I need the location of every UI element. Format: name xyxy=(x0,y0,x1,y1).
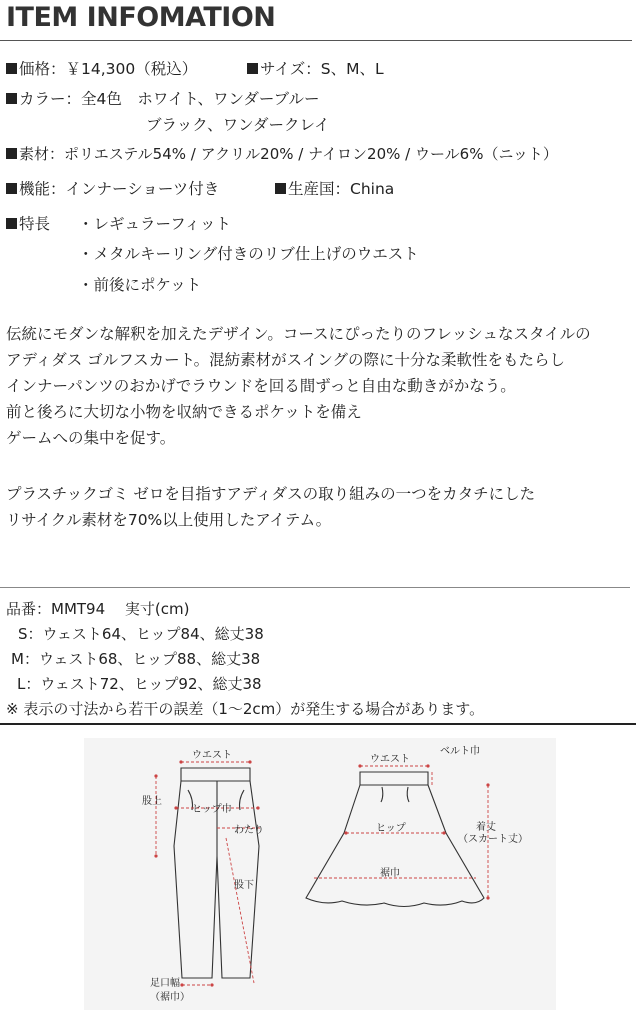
bullet-square-icon xyxy=(6,63,17,74)
price-value: ￥14,300（税込） xyxy=(65,60,198,78)
diagram-pants-inseam-label: 股下 xyxy=(234,880,254,891)
material-label: 素材： xyxy=(19,145,65,163)
diagram-pants-thigh-label: わたり xyxy=(234,825,264,836)
diagram-pants-waist-label: ウエスト xyxy=(192,750,232,761)
description-line: インナーパンツのおかげでラウンドを回る間ずっと自由な動きがかなう。 xyxy=(6,377,516,395)
origin-row xyxy=(275,177,394,199)
title-divider xyxy=(0,40,632,41)
bullet-square-icon xyxy=(6,148,17,159)
feature-item: ・レギュラーフィット xyxy=(78,215,231,233)
bullet-square-icon xyxy=(247,63,258,74)
size-row xyxy=(247,57,384,79)
diagram-pants-hip-label: ヒップ巾 xyxy=(192,804,232,815)
bullet-square-icon xyxy=(275,183,286,194)
diagram-skirt-hem-label: 裾巾 xyxy=(380,868,400,879)
sizing-divider xyxy=(0,723,636,725)
origin-label: 生産国： xyxy=(288,180,351,198)
page-title: ITEM INFOMATION xyxy=(6,2,276,33)
function-row xyxy=(6,177,219,199)
description-line: リサイクル素材を70%以上使用したアイテム。 xyxy=(6,511,332,529)
diagram-skirt-length-label: 着丈 xyxy=(476,822,496,833)
feature-item: ・メタルキーリング付きのリブ仕上げのウエスト xyxy=(78,245,419,263)
diagram-skirt-hip-label: ヒップ xyxy=(376,823,406,834)
description-recycled xyxy=(6,481,535,533)
function-value: インナーショーツ付き xyxy=(65,180,220,198)
sizing-header: 品番：MMT94 実寸(cm) xyxy=(6,600,190,618)
bullet-square-icon xyxy=(6,218,17,229)
measurement-diagram-svg xyxy=(84,738,556,1010)
description-line: ゲームへの集中を促す。 xyxy=(6,429,176,447)
description-line: 前と後ろに大切な小物を収納できるポケットを備え xyxy=(6,403,362,421)
price-row xyxy=(6,57,197,79)
color-label: カラー： xyxy=(19,90,82,108)
description-line: プラスチックゴミ ゼロを目指すアディダスの取り組みの一つをカタチにした xyxy=(6,485,536,503)
diagram-skirt-length-sub-label: （スカート丈） xyxy=(458,834,528,845)
description xyxy=(6,321,591,451)
features-label: 特長 xyxy=(19,215,51,233)
price-label: 価格： xyxy=(19,60,66,78)
diagram-pants-hem-sub-label: （裾巾） xyxy=(150,992,190,1003)
diagram-skirt-waist-label: ウエスト xyxy=(370,754,410,765)
features-label-row xyxy=(6,212,50,234)
size-label: サイズ： xyxy=(260,60,321,78)
material-row xyxy=(6,143,558,164)
material-value: ポリエステル54% / アクリル20% / ナイロン20% / ウール6%（ニット） xyxy=(64,145,558,163)
color-value-continued: ブラック、ワンダークレイ xyxy=(146,116,330,134)
size-row-m: M：ウェスト68、ヒップ88、総丈38 xyxy=(11,650,261,668)
bullet-square-icon xyxy=(6,183,17,194)
description-line: アディダス ゴルフスカート。混紡素材がスイングの際に十分な柔軟性をもたらし xyxy=(6,351,566,369)
function-label: 機能： xyxy=(19,180,66,198)
color-value: 全4色 ホワイト、ワンダーブルー xyxy=(81,90,320,108)
diagram-skirt-belt-label: ベルト巾 xyxy=(440,746,480,757)
bullet-square-icon xyxy=(6,93,17,104)
color-row xyxy=(6,87,320,109)
origin-value: China xyxy=(350,180,395,198)
measurement-diagram xyxy=(84,738,556,1010)
diagram-pants-hem-label: 足口幅 xyxy=(150,978,180,989)
size-value: S、M、L xyxy=(320,60,384,78)
section-divider xyxy=(0,587,630,588)
size-row-l: L：ウェスト72、ヒップ92、総丈38 xyxy=(17,675,262,693)
sizing-note: ※ 表示の寸法から若干の誤差（1〜2cm）が発生する場合があります。 xyxy=(6,700,485,718)
diagram-pants-rise-label: 股上 xyxy=(142,796,162,807)
description-line: 伝統にモダンな解釈を加えたデザイン。コースにぴったりのフレッシュなスタイルの xyxy=(6,325,591,343)
size-row-s: S：ウェスト64、ヒップ84、総丈38 xyxy=(18,625,264,643)
feature-item: ・前後にポケット xyxy=(78,276,202,294)
